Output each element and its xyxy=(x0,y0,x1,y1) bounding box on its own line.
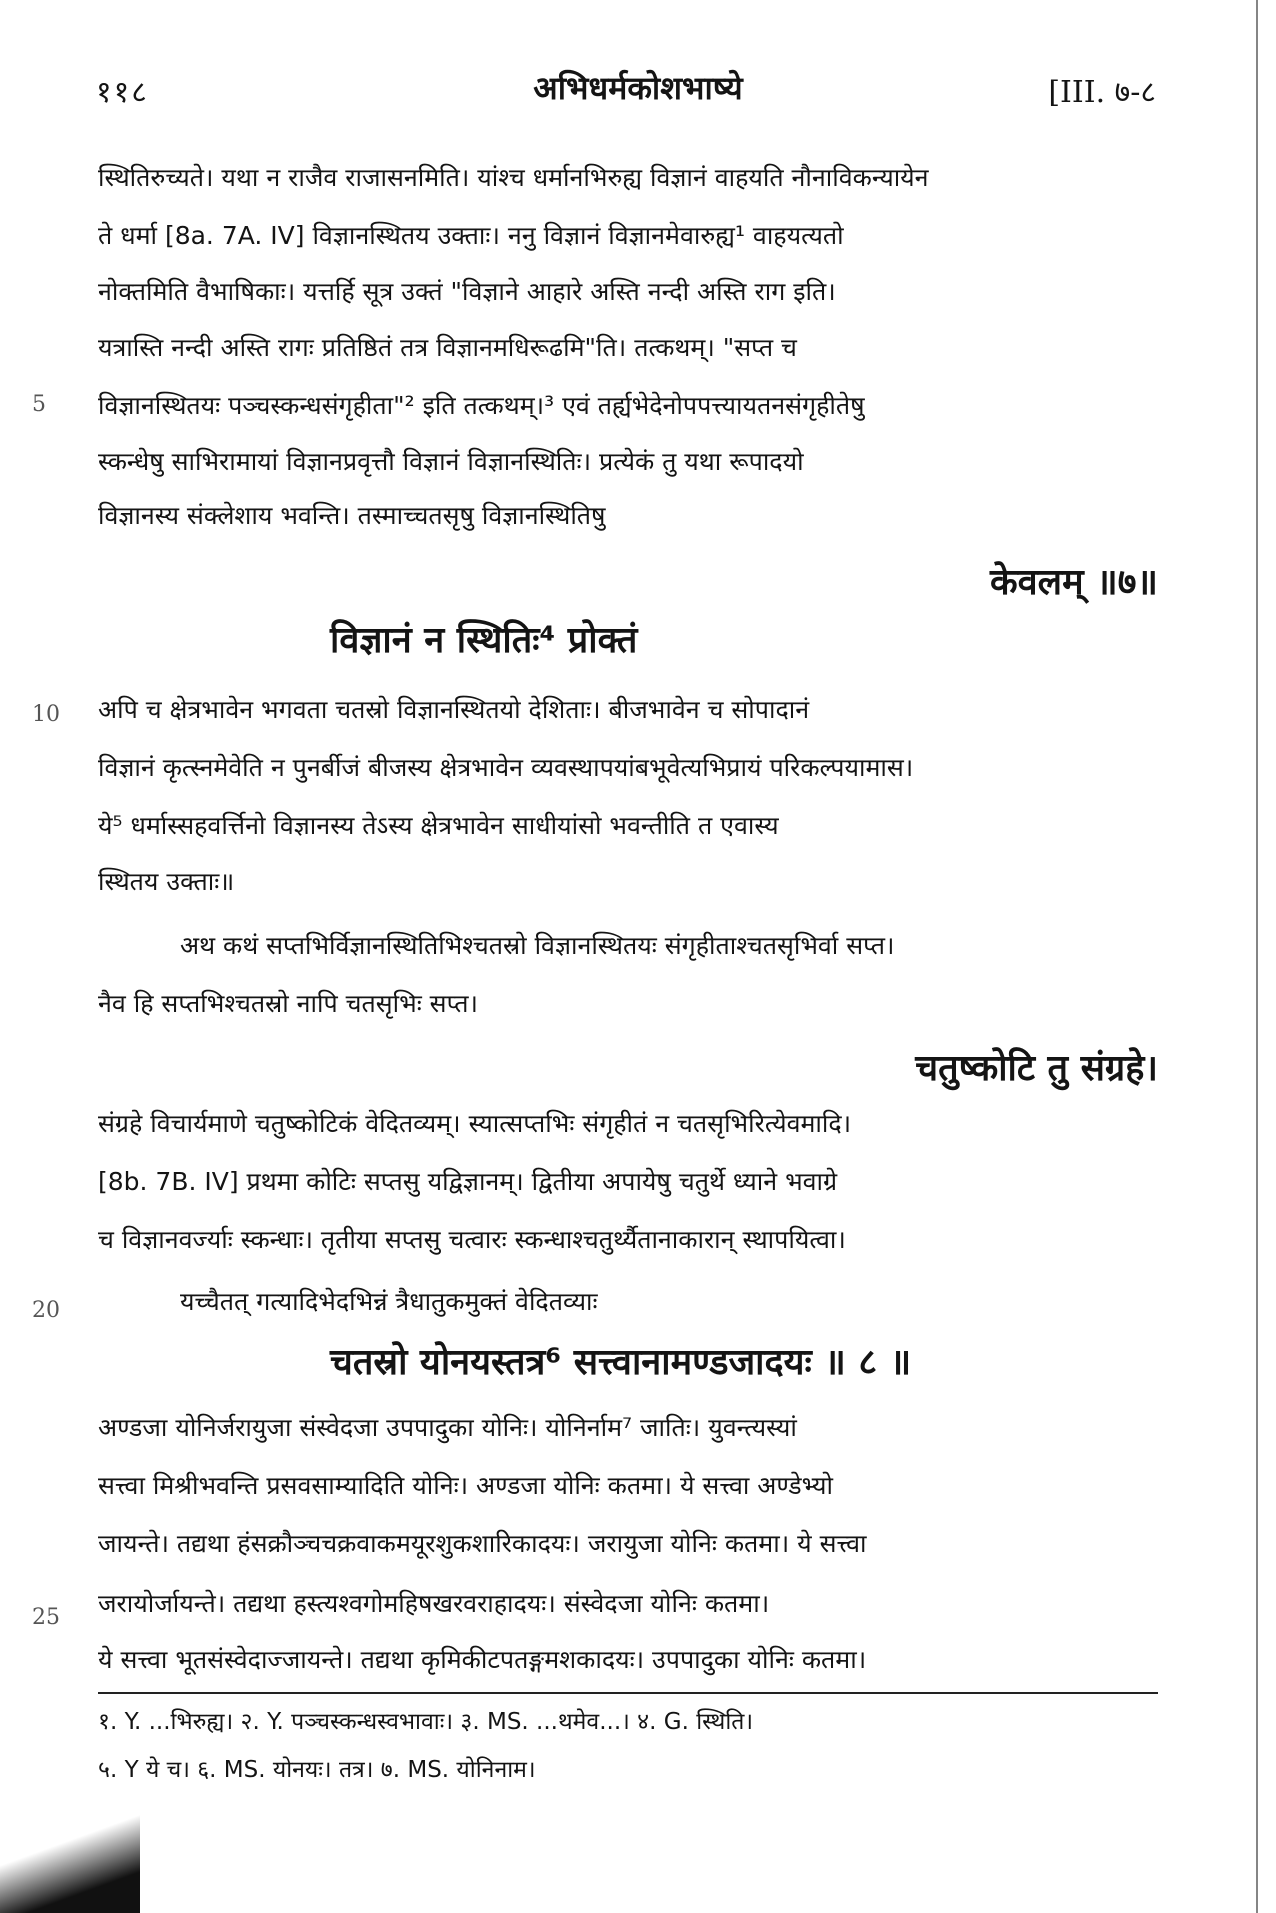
text-line: यच्चैतत् गत्यादिभेदभिन्नं त्रैधातुकमुक्तं वेदितव्याः xyxy=(180,1287,598,1316)
page-number: ११८ xyxy=(96,75,149,110)
text-line: ते धर्मा [8a. 7A. IV] विज्ञानस्थितय उक्ताः। ननु विज्ञानं विज्ञानमेवारुह्य¹ वाहयत्यतो xyxy=(98,221,844,250)
text-line: जायन्ते। तद्यथा हंसक्रौञ्चचक्रवाकमयूरशुकशारिकादयः। जरायुजा योनिः कतमा। ये सत्त्वा xyxy=(98,1529,867,1558)
margin-line-number: 20 xyxy=(32,1298,60,1323)
text-line: ये सत्त्वा भूतसंस्वेदाज्जायन्ते। तद्यथा कृमिकीटपतङ्गमशकादयः। उपपादुका योनिः कतमा। xyxy=(98,1645,867,1674)
footnote-divider xyxy=(98,1692,1158,1694)
text-line: स्कन्धेषु साभिरामायां विज्ञानप्रवृत्तौ विज्ञानं विज्ञानस्थितिः। प्रत्येकं तु यथा रूपादयो xyxy=(98,447,804,476)
verse-line: चतुष्कोटि तु संग्रहे। xyxy=(915,1048,1158,1089)
text-line: स्थितय उक्ताः॥ xyxy=(98,867,235,896)
text-line: [8b. 7B. IV] प्रथमा कोटिः सप्तसु यद्विज्ञानम्। द्वितीया अपायेषु चतुर्थे ध्याने भवाग्रे xyxy=(98,1167,838,1196)
running-title: अभिधर्मकोशभाष्ये xyxy=(533,69,743,107)
verse-line: विज्ञानं न स्थितिः⁴ प्रोक्तं xyxy=(330,620,638,661)
page-edge-shadow xyxy=(1256,0,1258,1913)
verse-line: चतस्रो योनयस्तत्र⁶ सत्त्वानामण्डजादयः ॥ ८ ॥ xyxy=(330,1342,912,1383)
text-line: संग्रहे विचार्यमाणे चतुष्कोटिकं वेदितव्यम्। स्यात्सप्तभिः संगृहीतं न चतसृभिरित्येवमादि। xyxy=(98,1109,852,1138)
text-line: विज्ञानस्थितयः पञ्चस्कन्धसंगृहीता"² इति तत्कथम्।³ एवं तर्ह्यभेदेनोपपत्त्यायतनसंगृहीतेषु xyxy=(98,391,865,420)
scan-shadow xyxy=(0,1800,140,1913)
text-line: विज्ञानस्य संक्लेशाय भवन्ति। तस्माच्चतसृषु विज्ञानस्थितिषु xyxy=(98,501,606,530)
footnote-line: ५. Y ये च। ६. MS. योनयः। तत्र। ७. MS. योनिनाम। xyxy=(98,1757,536,1783)
text-line: विज्ञानं कृत्स्नमेवेति न पुनर्बीजं बीजस्य क्षेत्रभावेन व्यवस्थापयांबभूवेत्यभिप्रायं परिकल्पयामास। xyxy=(98,753,914,782)
text-line: नोक्तमिति वैभाषिकाः। यत्तर्हि सूत्र उक्तं "विज्ञाने आहारे अस्ति नन्दी अस्ति राग इति। xyxy=(98,277,836,306)
text-line: स्थितिरुच्यते। यथा न राजैव राजासनमिति। यांश्च धर्मानभिरुह्य विज्ञानं वाहयति नौनाविकन्यायेन xyxy=(98,163,929,192)
text-line: नैव हि सप्तभिश्चतस्रो नापि चतसृभिः सप्त। xyxy=(98,989,479,1018)
margin-line-number: 10 xyxy=(32,702,60,727)
text-line: अथ कथं सप्तभिर्विज्ञानस्थितिभिश्चतस्रो विज्ञानस्थितयः संगृहीताश्चतसृभिर्वा सप्त। xyxy=(180,931,895,960)
text-line: सत्त्वा मिश्रीभवन्ति प्रसवसाम्यादिति योनिः। अण्डजा योनिः कतमा। ये सत्त्वा अण्डेभ्यो xyxy=(98,1471,834,1500)
text-line: अण्डजा योनिर्जरायुजा संस्वेदजा उपपादुका योनिः। योनिर्नाम⁷ जातिः। युवन्त्यस्यां xyxy=(98,1413,797,1442)
section-reference: [III. ७-८ xyxy=(1048,75,1156,110)
text-line: अपि च क्षेत्रभावेन भगवता चतस्रो विज्ञानस्थितयो देशिताः। बीजभावेन च सोपादानं xyxy=(98,695,810,724)
text-line: ये⁵ धर्मास्सहवर्त्तिनो विज्ञानस्य तेऽस्य क्षेत्रभावेन साधीयांसो भवन्तीति त एवास्य xyxy=(98,811,779,840)
text-line: जरायोर्जायन्ते। तद्यथा हस्त्यश्वगोमहिषखरवराहादयः। संस्वेदजा योनिः कतमा। xyxy=(98,1589,770,1618)
footnote-line: १. Y. ...भिरुह्य। २. Y. पञ्चस्कन्धस्वभावाः। ३. MS. ...थमेव...। ४. G. स्थिति। xyxy=(98,1709,754,1735)
text-line: यत्रास्ति नन्दी अस्ति रागः प्रतिष्ठितं तत्र विज्ञानमधिरूढमि"ति। तत्कथम्। "सप्त च xyxy=(98,333,797,362)
margin-line-number: 25 xyxy=(32,1605,60,1630)
margin-line-number: 5 xyxy=(32,392,46,417)
verse-line: केवलम् ॥७॥ xyxy=(990,562,1158,603)
text-line: च विज्ञानवर्ज्याः स्कन्धाः। तृतीया सप्तसु चत्वारः स्कन्धाश्चतुर्थ्यैतानाकारान् स्थापयित्वा। xyxy=(98,1225,846,1254)
page-header xyxy=(0,62,1276,122)
